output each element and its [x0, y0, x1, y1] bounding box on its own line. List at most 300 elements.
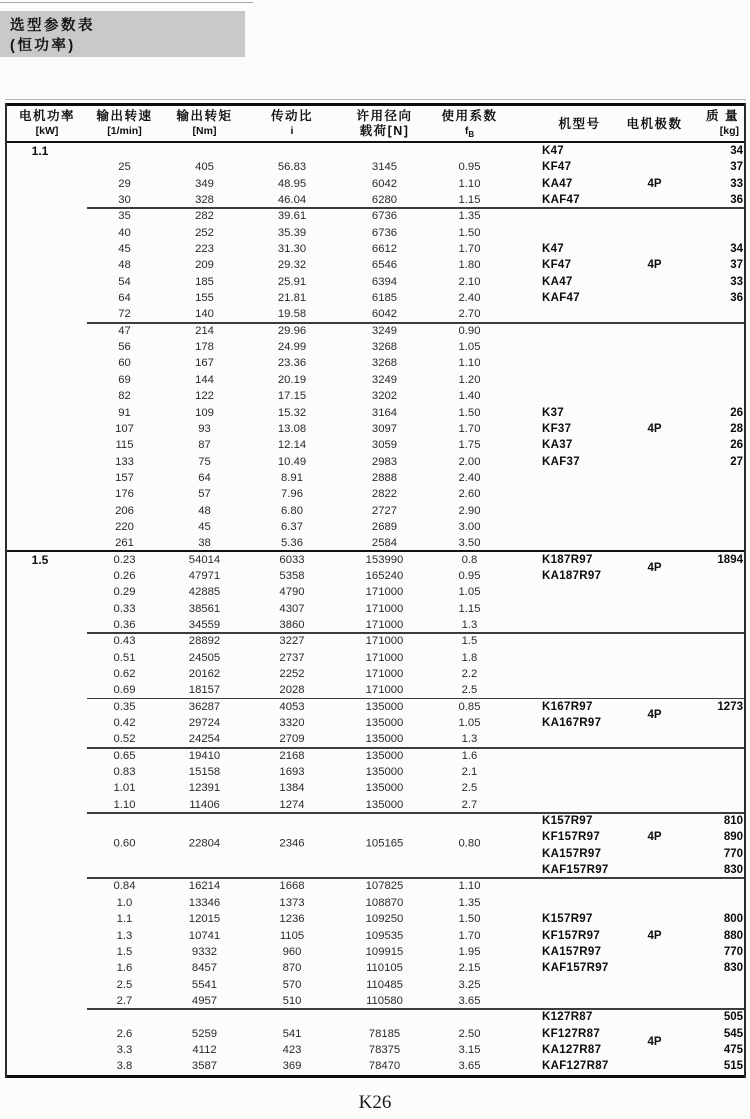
page-subtitle: (恒功率) [10, 38, 76, 54]
cell-torque: 64 [198, 471, 211, 484]
header-col-4 [247, 106, 337, 141]
cell-fb: 0.80 [458, 837, 481, 850]
cell-torque: 144 [195, 373, 214, 386]
table-row [7, 323, 744, 339]
header-col-8 [617, 106, 692, 141]
cell-speed: 25 [118, 161, 131, 174]
cell-load: 171000 [365, 635, 404, 648]
cell-mass [692, 372, 748, 388]
cell-mass [692, 306, 748, 322]
cell-speed: 261 [115, 537, 134, 550]
table-row [7, 290, 744, 306]
cell-load: 6280 [371, 194, 398, 207]
cell-load: 6042 [371, 308, 398, 321]
cell-fb: 2.40 [458, 292, 481, 305]
cropped-box-remnant-line [0, 2, 253, 3]
cell-speed: 0.33 [113, 602, 136, 615]
table-row [7, 225, 744, 241]
table-row [7, 666, 744, 682]
cell-power [7, 405, 87, 421]
cell-load: 6736 [371, 210, 398, 223]
cell-speed [87, 1009, 162, 1025]
cell-power [7, 601, 87, 617]
cell-torque: 349 [195, 177, 214, 190]
cell-torque: 5259 [191, 1027, 218, 1040]
cell-poles [617, 454, 692, 470]
cell-mass: 770 [723, 945, 743, 958]
cell-fb: 2.5 [461, 684, 478, 697]
cell-mass [692, 355, 748, 371]
cell-torque: 9332 [191, 945, 218, 958]
table-row [7, 797, 744, 813]
poles-value: 4P [647, 259, 662, 272]
cell-poles [617, 666, 692, 682]
cell-mass: 36 [730, 194, 743, 207]
cell-fb: 1.10 [458, 357, 481, 370]
cell-model: KA37 [542, 439, 573, 452]
cell-poles [617, 274, 692, 290]
cell-ratio: 1105 [279, 929, 305, 942]
cell-mass: 545 [723, 1027, 743, 1040]
cell-fb: 2.70 [458, 308, 481, 321]
cell-speed: 64 [118, 292, 131, 305]
cell-speed: 0.60 [113, 837, 136, 850]
cell-model: KAF47 [542, 194, 580, 207]
cell-mass [692, 323, 748, 339]
table-group [7, 323, 744, 552]
cell-torque: 54014 [188, 553, 221, 566]
cell-poles [617, 813, 692, 829]
table-row [7, 454, 744, 470]
cell-power [7, 1058, 87, 1074]
cell-mass [692, 977, 748, 993]
cell-power [7, 1042, 87, 1058]
cell-mass: 36 [730, 292, 743, 305]
table-row [7, 731, 744, 747]
table-row [7, 780, 744, 796]
cell-poles [617, 601, 692, 617]
cell-mass [692, 731, 748, 747]
cell-ratio: 1274 [279, 798, 305, 811]
cell-mass: 28 [730, 422, 743, 435]
cell-speed: 40 [118, 226, 131, 239]
cell-load: 6736 [371, 226, 398, 239]
cell-model [507, 731, 617, 747]
cell-torque: 16214 [188, 880, 221, 893]
cell-fb: 1.10 [458, 177, 481, 190]
cell-mass [692, 503, 748, 519]
cell-ratio: 2346 [279, 837, 305, 850]
cell-load [337, 143, 432, 159]
cell-mass [692, 748, 748, 764]
cell-fb: 0.85 [458, 700, 481, 713]
header-unit: 载荷[N] [359, 124, 410, 138]
cell-load: 135000 [365, 766, 404, 779]
cell-ratio: 2737 [279, 651, 305, 664]
cell-power [7, 960, 87, 976]
cell-power [7, 192, 87, 208]
cell-speed: 220 [115, 520, 134, 533]
cell-fb: 2.7 [461, 798, 478, 811]
cell-model [507, 993, 617, 1009]
cell-fb: 1.50 [458, 406, 481, 419]
cell-torque: 38561 [188, 602, 221, 615]
cell-power [7, 1026, 87, 1042]
cell-power [7, 486, 87, 502]
cell-power [7, 682, 87, 698]
cell-power [7, 797, 87, 813]
table-row [7, 388, 744, 404]
cell-torque: 185 [195, 275, 214, 288]
cell-poles [617, 372, 692, 388]
cell-poles [617, 764, 692, 780]
header-title: 输出转矩 [176, 109, 233, 123]
cell-poles [617, 797, 692, 813]
cell-torque: 10741 [188, 929, 221, 942]
cell-model: KF47 [542, 161, 572, 174]
header-unit: $f_B$ [464, 125, 475, 140]
cell-power [7, 290, 87, 306]
cell-fb: 1.70 [458, 243, 481, 256]
cell-load: 3268 [371, 341, 398, 354]
cell-fb: 1.70 [458, 929, 481, 942]
cell-model: KF127R87 [542, 1027, 601, 1040]
cell-mass [692, 633, 748, 649]
cell-speed: 30 [118, 194, 131, 207]
cell-model: K47 [542, 145, 564, 157]
cell-model [507, 633, 617, 649]
cell-fb: 1.35 [458, 896, 481, 909]
cell-ratio: 15.32 [277, 406, 307, 419]
cell-power [7, 878, 87, 894]
cell-model: KA167R97 [542, 717, 602, 730]
cell-model: K167R97 [542, 700, 593, 713]
table-group [7, 208, 744, 322]
cell-model [507, 323, 617, 339]
cell-fb: 3.65 [458, 994, 481, 1007]
cell-load: 108870 [365, 896, 404, 909]
cell-load: 2822 [371, 488, 398, 501]
cell-model: K47 [542, 243, 564, 256]
cell-fb: 1.75 [458, 439, 481, 452]
table-group [7, 633, 744, 698]
cell-poles [617, 323, 692, 339]
cell-ratio: 870 [282, 962, 302, 975]
cell-fb: 1.3 [461, 733, 478, 746]
table-row [7, 372, 744, 388]
cell-power [7, 225, 87, 241]
cell-ratio: 1693 [279, 766, 305, 779]
table-group [7, 748, 744, 813]
cell-speed: 69 [118, 373, 131, 386]
cell-mass [692, 486, 748, 502]
cell-model: K127R87 [542, 1011, 593, 1024]
cell-ratio: 1373 [279, 896, 305, 909]
cell-ratio: 5358 [279, 569, 305, 582]
cell-poles [617, 241, 692, 257]
cell-fb: 0.8 [461, 553, 478, 566]
header-col-6 [432, 106, 507, 141]
cell-ratio: 4790 [279, 586, 305, 599]
table-row [7, 960, 744, 976]
cell-ratio: 1236 [279, 913, 305, 926]
cell-ratio: 2168 [279, 749, 305, 762]
cell-load: 107825 [365, 880, 404, 893]
cell-model: KF47 [542, 259, 572, 272]
cell-speed: 1.1 [116, 913, 133, 926]
cell-fb: 2.60 [458, 488, 481, 501]
table-row [7, 878, 744, 894]
cell-power [7, 748, 87, 764]
cell-model [507, 339, 617, 355]
cell-load: 3145 [371, 161, 398, 174]
header-unit: [1/min] [107, 125, 142, 137]
cell-ratio: 6.37 [281, 520, 303, 533]
cell-mass [692, 993, 748, 1009]
cell-ratio: 423 [282, 1043, 302, 1056]
cell-power [7, 993, 87, 1009]
cell-torque: 34559 [188, 618, 221, 631]
cell-fb: 2.90 [458, 504, 481, 517]
cell-ratio: 12.14 [277, 439, 307, 452]
cell-ratio: 46.04 [277, 194, 307, 207]
cell-ratio: 56.83 [277, 161, 307, 174]
cell-load [337, 1009, 432, 1025]
cell-fb: 1.35 [458, 210, 481, 223]
cell-ratio: 4053 [279, 700, 305, 713]
cell-mass: 33 [730, 177, 743, 190]
cell-mass [692, 715, 748, 731]
cell-ratio: 31.30 [277, 243, 307, 256]
cell-mass [692, 208, 748, 224]
cell-poles [617, 290, 692, 306]
cell-fb: 1.50 [458, 226, 481, 239]
cell-model: K187R97 [542, 553, 593, 566]
cell-speed: 0.62 [113, 668, 136, 680]
cell-torque: 36287 [188, 700, 221, 713]
cell-ratio: 1668 [279, 880, 305, 893]
cell-speed: 91 [118, 406, 131, 419]
cell-mass: 27 [730, 455, 743, 468]
poles-value: 4P [647, 561, 662, 574]
table-group [7, 1009, 744, 1074]
cell-power [7, 372, 87, 388]
cell-fb: 0.90 [458, 324, 481, 337]
cell-speed: 0.23 [113, 553, 136, 566]
cell-speed: 0.43 [113, 635, 136, 648]
header-col-3 [162, 106, 247, 141]
cell-model [507, 208, 617, 224]
poles-value: 4P [647, 177, 662, 190]
cell-poles [617, 731, 692, 747]
cell-poles [617, 633, 692, 649]
cell-power [7, 274, 87, 290]
cell-mass [692, 339, 748, 355]
cell-load: 110105 [366, 962, 403, 975]
cell-model [507, 878, 617, 894]
table-row [7, 650, 744, 666]
table-row [7, 584, 744, 600]
cell-power [7, 846, 87, 862]
cell-torque: 48 [198, 504, 211, 517]
cell-ratio: 48.95 [277, 177, 307, 190]
cell-mass: 770 [723, 847, 743, 860]
cell-speed: 1.10 [113, 798, 136, 811]
cell-torque: 13346 [188, 896, 221, 909]
cell-power [7, 829, 87, 845]
cell-load: 2888 [371, 471, 398, 484]
cell-load: 165240 [365, 569, 404, 582]
cell-speed: 35 [118, 210, 131, 223]
cell-load: 3097 [371, 422, 398, 435]
cell-speed: 157 [115, 471, 134, 484]
cell-speed: 60 [118, 357, 131, 370]
cell-mass: 830 [723, 864, 743, 877]
table-section-1-5kw [7, 552, 744, 1075]
header-unit: [kW] [35, 125, 59, 137]
cell-load: 153990 [365, 553, 404, 566]
cell-mass [692, 895, 748, 911]
table-row [7, 503, 744, 519]
cell-speed: 0.65 [113, 749, 136, 762]
cell-power [7, 780, 87, 796]
cell-ratio [247, 143, 337, 159]
cell-speed: 107 [115, 422, 134, 435]
cell-torque: 93 [198, 422, 211, 435]
table-row [7, 862, 744, 878]
cell-model: KF157R97 [542, 929, 601, 942]
cell-ratio: 1384 [279, 782, 305, 795]
table-row [7, 944, 744, 960]
cell-ratio: 39.61 [277, 210, 307, 223]
cell-speed: 0.29 [113, 586, 136, 599]
table-row [7, 895, 744, 911]
cell-speed: 45 [118, 243, 131, 256]
cell-torque: 29724 [188, 717, 221, 730]
table-row [7, 192, 744, 208]
cell-ratio: 2252 [279, 668, 305, 680]
cell-power [7, 1009, 87, 1025]
cell-load: 109250 [365, 913, 404, 926]
table-row [7, 601, 744, 617]
cell-load: 3249 [371, 324, 398, 337]
table-row [7, 993, 744, 1009]
table-row [7, 764, 744, 780]
cell-fb: 2.10 [458, 275, 481, 288]
cell-fb: 1.70 [458, 422, 481, 435]
cell-model [507, 682, 617, 698]
cell-fb: 1.40 [458, 390, 481, 403]
cell-power [7, 617, 87, 633]
cell-speed: 206 [115, 504, 134, 517]
table-row [7, 813, 744, 829]
cell-ratio: 8.91 [281, 471, 303, 484]
cell-speed: 54 [118, 275, 131, 288]
cell-mass [692, 470, 748, 486]
cell-torque [162, 143, 247, 159]
table-group [7, 699, 744, 748]
cell-fb: 1.6 [461, 749, 478, 762]
cell-model [507, 650, 617, 666]
cell-ratio: 35.39 [277, 226, 307, 239]
header-col-9 [692, 106, 748, 141]
page-number: K26 [358, 1092, 392, 1113]
cell-fb: 2.40 [458, 471, 481, 484]
cell-torque: 11406 [189, 798, 220, 811]
cell-ratio: 29.96 [277, 324, 307, 337]
poles-value: 4P [647, 929, 662, 942]
cell-speed: 1.01 [113, 782, 136, 795]
cell-fb: 3.15 [458, 1043, 481, 1056]
cell-power [7, 454, 87, 470]
cell-speed: 176 [115, 488, 134, 501]
cell-load: 2584 [371, 537, 398, 550]
cell-ratio: 510 [282, 994, 302, 1007]
cell-ratio: 541 [282, 1027, 302, 1040]
cell-mass: 830 [723, 962, 743, 975]
header-title: 机型号 [558, 116, 601, 131]
cell-model [507, 306, 617, 322]
cell-fb: 3.50 [458, 537, 481, 550]
cell-speed: 1.5 [116, 945, 133, 958]
cell-ratio: 29.32 [277, 259, 307, 272]
table-row [7, 339, 744, 355]
cell-power: 1.5 [31, 552, 49, 567]
cell-model [507, 519, 617, 535]
page-title: 选型参数表 [10, 18, 95, 34]
cell-poles [617, 748, 692, 764]
cell-load: 3202 [371, 390, 398, 403]
header-unit: [Nm] [192, 125, 217, 137]
table-row [7, 682, 744, 698]
cell-ratio [247, 1009, 337, 1025]
cell-torque: 12015 [188, 913, 221, 926]
cell-poles [617, 339, 692, 355]
cell-load: 171000 [365, 684, 404, 697]
cell-speed [87, 862, 162, 878]
poles-value: 4P [647, 831, 662, 844]
cell-mass [692, 519, 748, 535]
cell-ratio: 960 [282, 945, 302, 958]
cell-load: 6185 [371, 292, 398, 305]
cell-mass [692, 650, 748, 666]
table-row [7, 143, 744, 159]
cell-torque [162, 862, 247, 878]
cell-mass: 505 [723, 1011, 743, 1024]
cell-load: 110580 [366, 994, 403, 1007]
table-row [7, 437, 744, 453]
cell-fb: 1.05 [458, 586, 481, 599]
cell-ratio: 2709 [279, 733, 305, 746]
cell-poles [617, 519, 692, 535]
cell-poles [617, 993, 692, 1009]
cell-power [7, 355, 87, 371]
cell-fb [432, 862, 507, 878]
table-row [7, 159, 744, 175]
cell-fb: 3.65 [458, 1060, 481, 1073]
cell-speed: 72 [118, 308, 131, 321]
cell-poles [617, 388, 692, 404]
table-row [7, 306, 744, 322]
cell-torque: 18157 [188, 684, 221, 697]
cell-ratio: 3860 [279, 618, 305, 631]
cell-ratio: 21.81 [277, 292, 307, 305]
cell-mass: 515 [723, 1060, 743, 1073]
cell-fb: 1.15 [458, 194, 481, 207]
cell-speed: 2.6 [116, 1027, 133, 1040]
cell-ratio: 20.19 [277, 373, 307, 386]
cell-ratio [247, 862, 337, 878]
